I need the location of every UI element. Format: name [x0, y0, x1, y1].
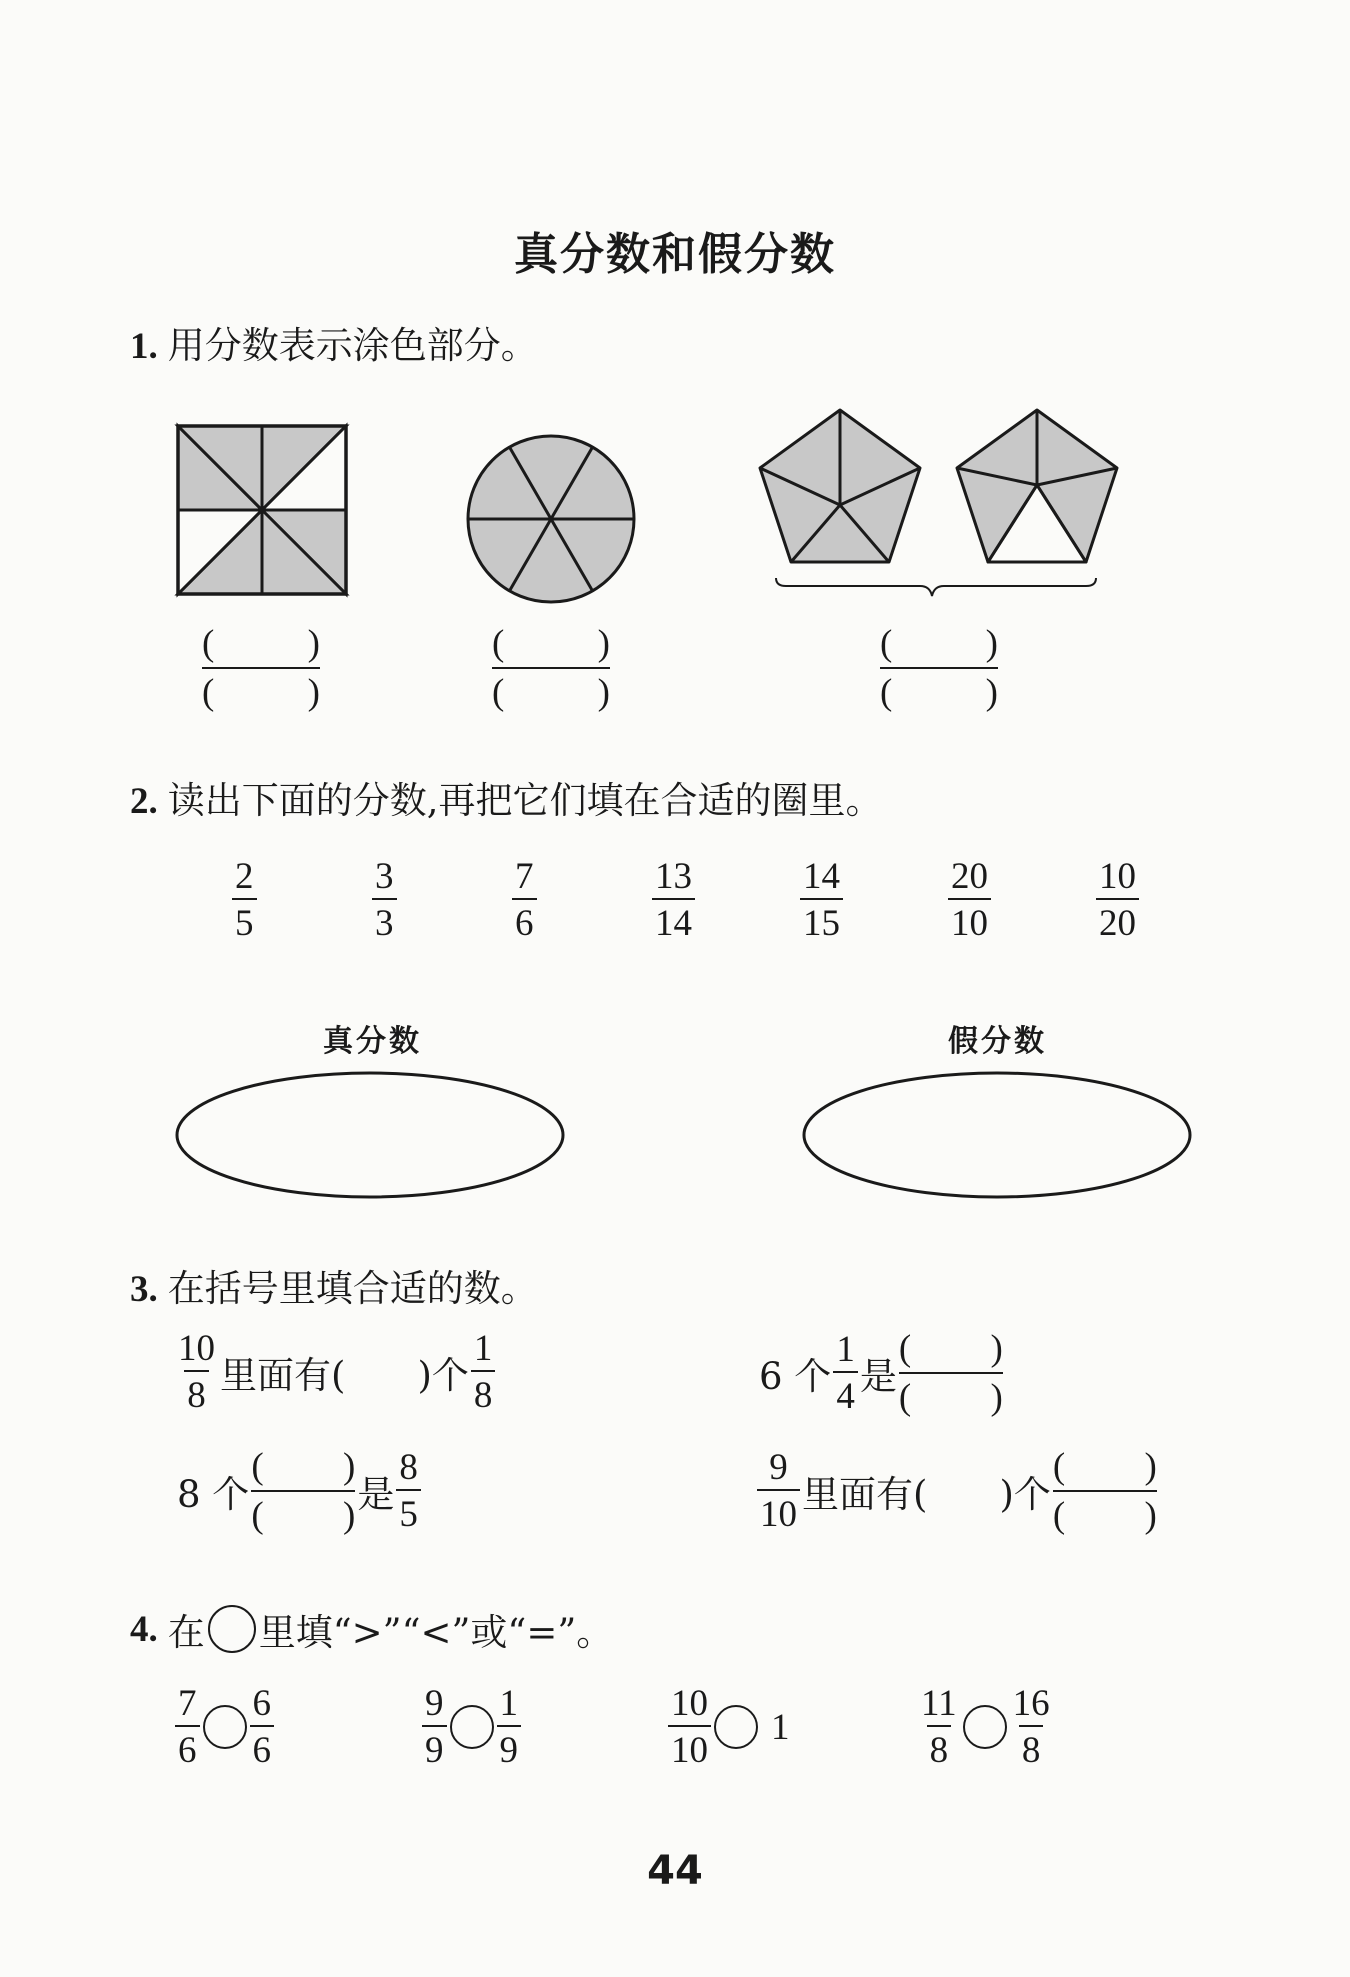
read-fraction: $\frac{7}{6}$ — [512, 858, 537, 942]
read-fraction: $\frac{13}{14}$ — [652, 858, 695, 942]
q1-shapes — [0, 0, 1350, 620]
question-3 — [130, 1258, 538, 1312]
question-number: 1. — [130, 326, 158, 367]
answer-blank-fraction[interactable]: ( ) ( ) — [202, 623, 320, 713]
question-4 — [130, 1602, 613, 1656]
read-fraction: $\frac{10}{20}$ — [1096, 858, 1139, 942]
q3-item-b: 6 个 $\frac{1}{4}$ 是 ( ) ( ) — [759, 1328, 1003, 1418]
improper-fraction-oval[interactable] — [804, 1073, 1190, 1197]
q3-item-a: $\frac{10}{8}$ 里面有( )个 $\frac{1}{8}$ — [175, 1330, 495, 1414]
circle-figure — [468, 436, 634, 602]
question-text: 用分数表示涂色部分。 — [167, 324, 538, 367]
compare-item: $\frac{7}{6}$ $\frac{6}{6}$ — [175, 1685, 274, 1769]
question-number: 2. — [130, 781, 158, 822]
compare-circle[interactable] — [450, 1705, 494, 1749]
improper-fraction-label: 假分数 — [948, 1024, 1047, 1059]
compare-circle[interactable] — [714, 1705, 758, 1749]
answer-blank-fraction[interactable]: ( ) ( ) — [898, 1328, 1003, 1418]
compare-circle[interactable] — [963, 1705, 1007, 1749]
pentagon-figure-1 — [760, 410, 920, 562]
answer-blank-fraction[interactable]: ( ) ( ) — [492, 623, 610, 713]
proper-fraction-oval[interactable] — [177, 1073, 563, 1197]
circle-icon — [208, 1605, 256, 1653]
sort-ovals — [170, 1070, 1220, 1210]
question-text: 读出下面的分数,再把它们填在合适的圈里。 — [167, 779, 883, 822]
read-fraction: $\frac{3}{3}$ — [372, 858, 397, 942]
q3-item-c: 8 个 ( ) ( ) 是 $\frac{8}{5}$ — [175, 1448, 421, 1534]
read-fraction: $\frac{2}{5}$ — [232, 858, 257, 942]
page-title: 真分数和假分数 — [514, 229, 836, 280]
proper-fraction-label: 真分数 — [323, 1024, 422, 1059]
question-text: 在括号里填合适的数。 — [167, 1267, 538, 1310]
read-fraction: $\frac{14}{15}$ — [800, 858, 843, 942]
question-2 — [130, 770, 883, 824]
read-fraction: $\frac{20}{10}$ — [948, 858, 991, 942]
answer-blank-fraction[interactable]: ( ) ( ) — [1052, 1446, 1157, 1536]
question-number: 3. — [130, 1269, 158, 1310]
answer-blank-fraction[interactable]: ( ) ( ) — [880, 623, 998, 713]
square-figure — [178, 426, 346, 594]
compare-item: $\frac{10}{10}$ 1 — [668, 1685, 792, 1769]
compare-item: $\frac{9}{9}$ $\frac{1}{9}$ — [422, 1685, 521, 1769]
compare-item: $\frac{11}{8}$ $\frac{16}{8}$ — [921, 1683, 1050, 1771]
q3-item-d: $\frac{9}{10}$ 里面有( )个 ( ) ( ) — [757, 1448, 1157, 1534]
brace — [776, 578, 1096, 596]
question-text: 在 — [167, 1611, 205, 1654]
pentagon-figure-2 — [957, 410, 1117, 562]
page-number: 44 — [647, 1848, 703, 1894]
compare-circle[interactable] — [203, 1705, 247, 1749]
question-number: 4. — [130, 1608, 158, 1650]
answer-blank-fraction[interactable]: ( ) ( ) — [251, 1446, 356, 1536]
question-text: 里填“>”“<”或“=”。 — [258, 1611, 614, 1654]
